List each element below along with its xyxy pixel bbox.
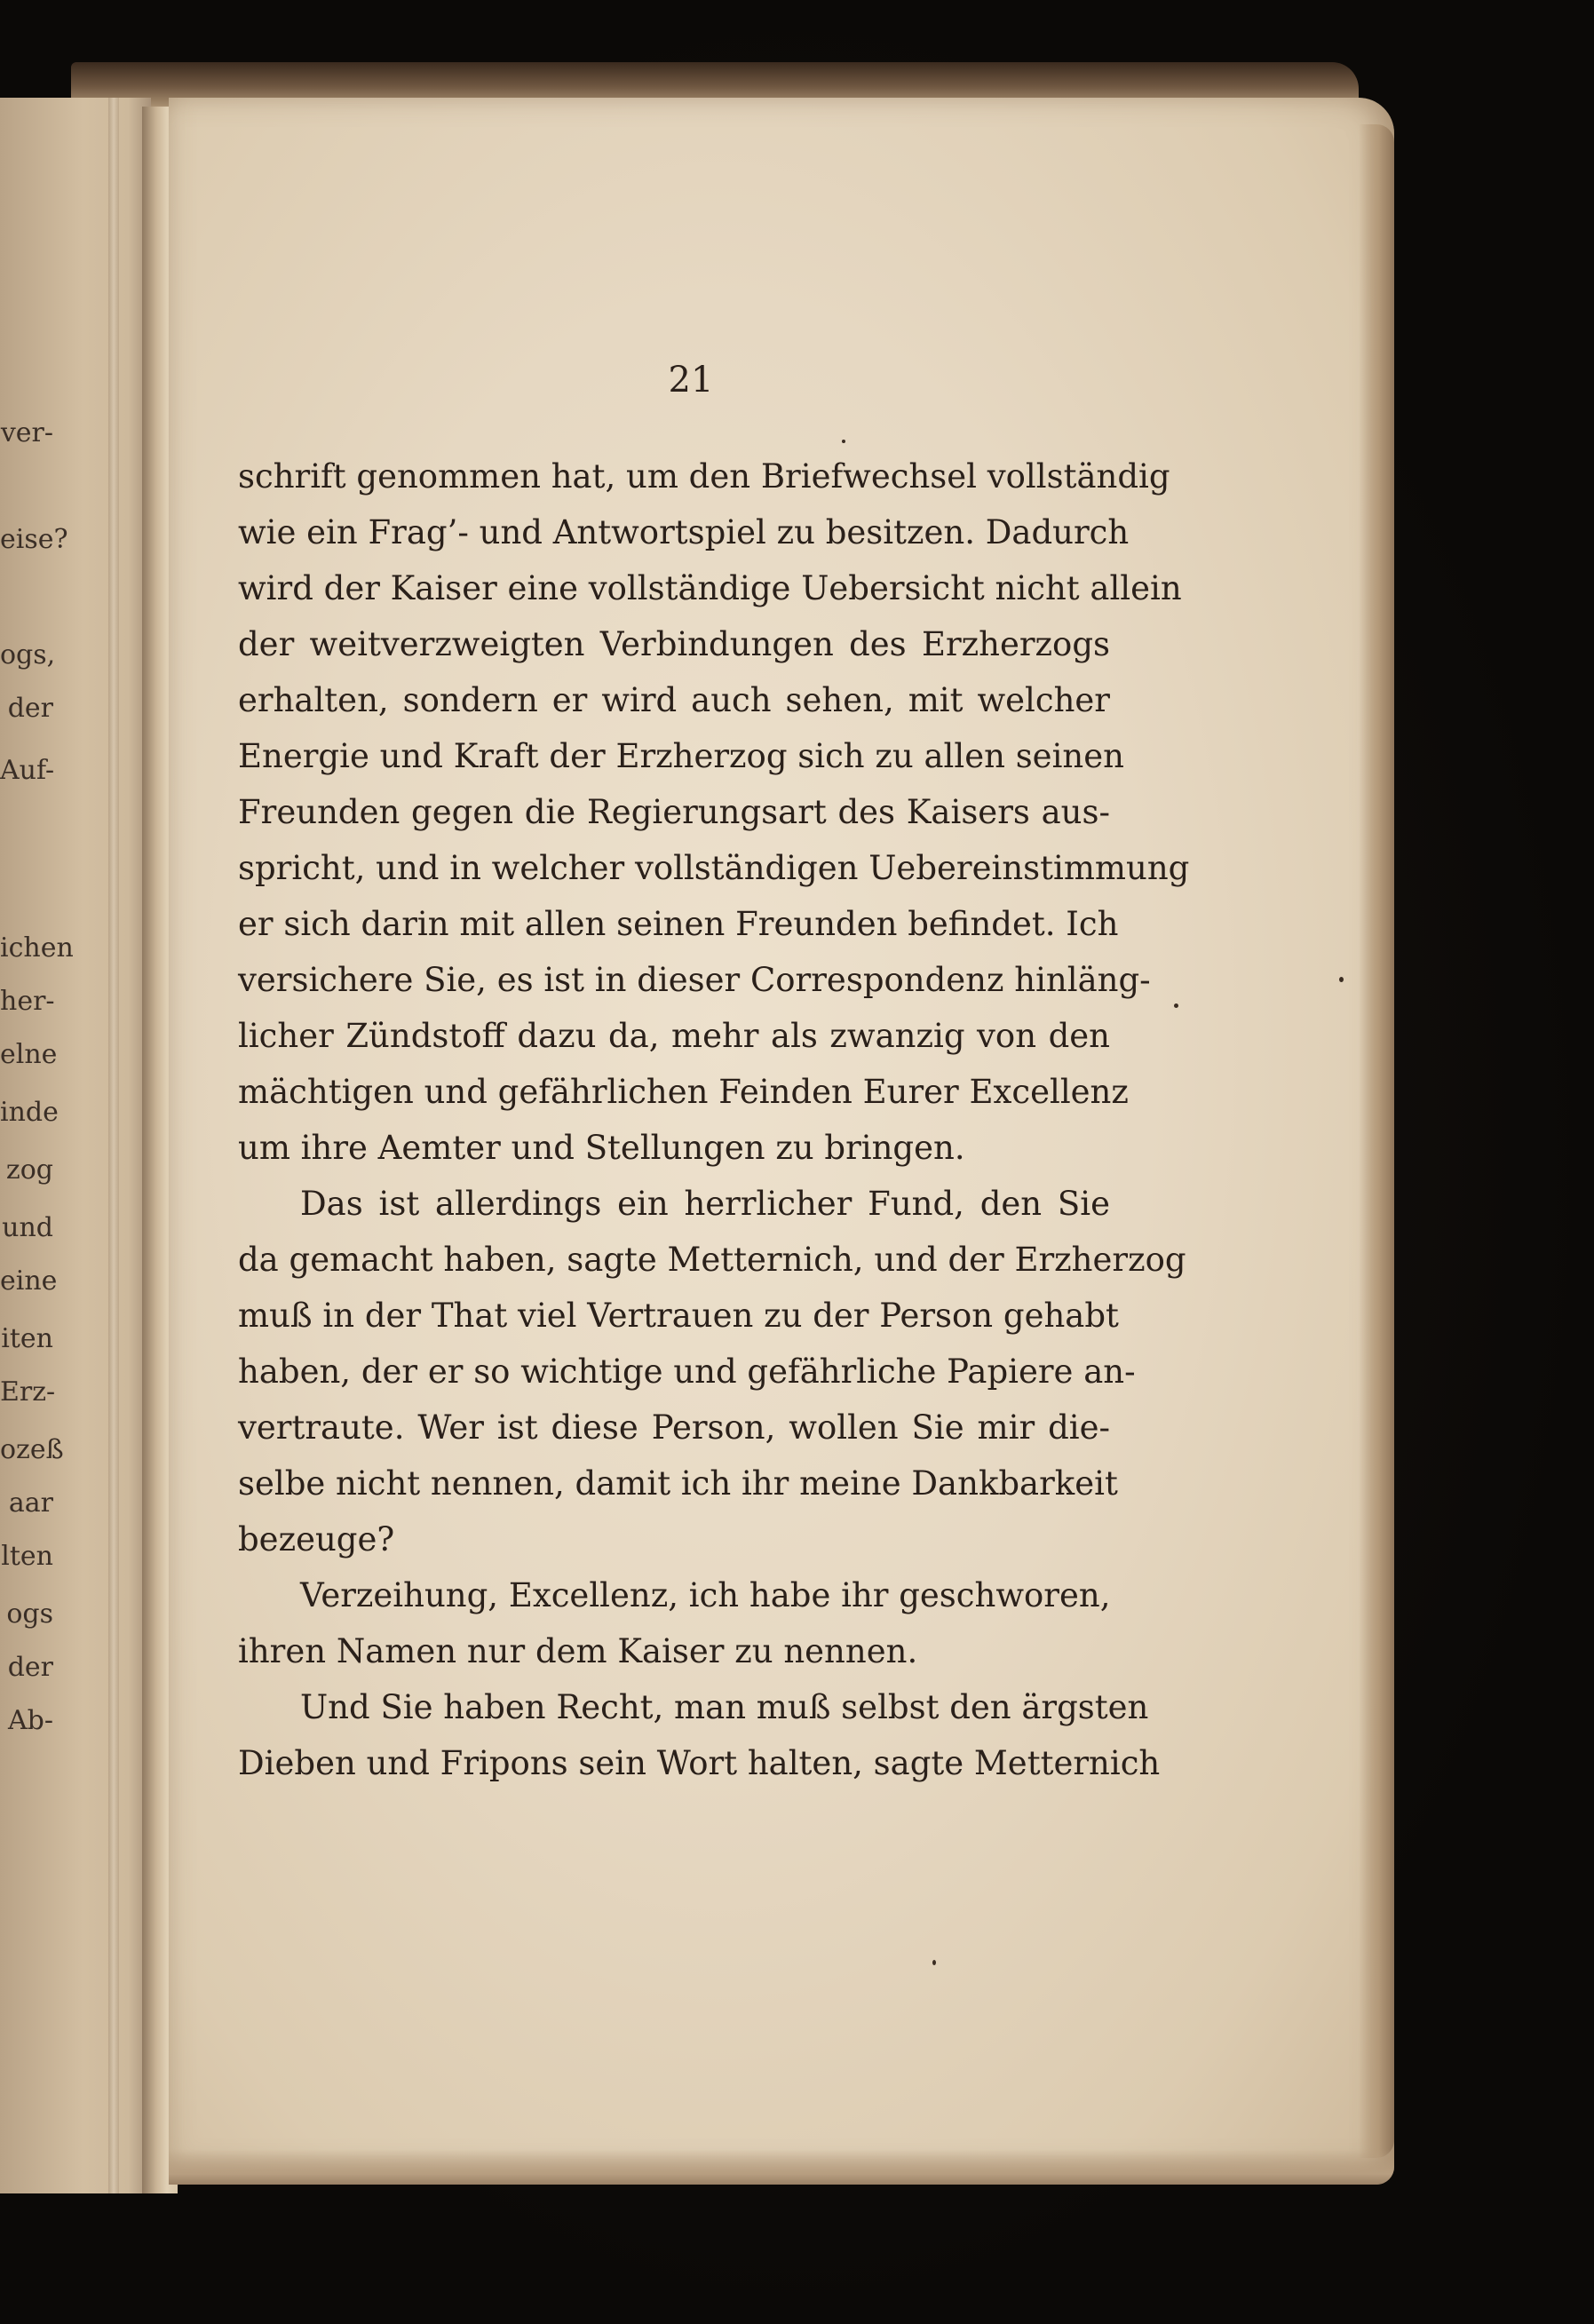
- left-page-fragment: ogs,: [0, 639, 56, 670]
- left-page-fragment: zog: [5, 1154, 53, 1186]
- text-line: Freunden gegen die Regierungsart des Kaisers aus-: [238, 793, 1110, 831]
- left-page: [0, 98, 151, 2193]
- text-line: Verzeihung, Excellenz, ich habe ihr geschworen,: [300, 1576, 1111, 1614]
- text-line: da gemacht haben, sagte Metternich, und der Erzherzog: [238, 1241, 1186, 1279]
- left-page-fragment: Auf-: [0, 755, 55, 786]
- left-page-margin: [108, 98, 119, 2193]
- left-page-fragment: ozeß: [0, 1434, 64, 1465]
- body-text: [238, 448, 1190, 1791]
- text-line: wie ein Frag’- und Antwortspiel zu besitzen. Dadurch: [238, 513, 1130, 551]
- text-line: Das ist allerdings ein herrlicher Fund, den Sie: [300, 1185, 1110, 1223]
- text-line: wird der Kaiser eine vollständige Uebersicht nicht allein: [238, 569, 1182, 607]
- left-page-fragment: inde: [0, 1097, 59, 1128]
- text-line: spricht, und in welcher vollständigen Uebereinstimmung: [238, 849, 1190, 887]
- left-page-fragment: der: [7, 693, 53, 724]
- text-line: der weitverzweigten Verbindungen des Erzherzogs: [238, 625, 1110, 663]
- text-line: um ihre Aemter und Stellungen zu bringen.: [238, 1129, 965, 1167]
- left-page-fragment: ogs: [6, 1598, 53, 1630]
- text-line: Und Sie haben Recht, man muß selbst den ärgsten: [300, 1688, 1149, 1726]
- text-line: versichere Sie, es ist in dieser Correspondenz hinläng-: [238, 961, 1151, 999]
- page-right-edge: [1359, 124, 1394, 2158]
- text-line: vertraute. Wer ist diese Person, wollen Sie mir die-: [238, 1408, 1110, 1447]
- page-bottom-edge: [169, 2149, 1394, 2185]
- text-line: ihren Namen nur dem Kaiser zu nennen.: [238, 1632, 918, 1670]
- left-page-fragment: Ab-: [7, 1705, 53, 1736]
- left-page-fragment: ichen: [0, 932, 74, 964]
- text-line: Energie und Kraft der Erzherzog sich zu allen seinen: [238, 737, 1124, 775]
- text-line: er sich darin mit allen seinen Freunden befindet. Ich: [238, 905, 1119, 943]
- paper-speck: [932, 1960, 936, 1965]
- left-page-fragment: der: [7, 1652, 53, 1683]
- text-line: mächtigen und gefährlichen Feinden Eurer Excellenz: [238, 1073, 1129, 1111]
- left-page-fragment: iten: [1, 1323, 53, 1354]
- left-page-fragment: eise?: [0, 524, 68, 555]
- text-line: erhalten, sondern er wird auch sehen, mit welcher: [238, 681, 1110, 719]
- page-number: 21: [668, 360, 714, 401]
- paper-speck: [1174, 1003, 1178, 1008]
- left-page-fragment: her-: [0, 986, 55, 1017]
- text-line: muß in der That viel Vertrauen zu der Person gehabt: [238, 1297, 1119, 1335]
- text-line: haben, der er so wichtige und gefährliche Papiere an-: [238, 1352, 1136, 1391]
- left-page-fragment: aar: [8, 1487, 53, 1519]
- paper-speck: [842, 440, 845, 443]
- left-page-fragment: lten: [1, 1541, 53, 1572]
- left-page-fragment: elne: [0, 1039, 58, 1070]
- paper-speck: [1339, 977, 1344, 982]
- left-page-fragment: ver-: [0, 417, 53, 448]
- left-page-fragment: eine: [0, 1265, 58, 1297]
- text-line: schrift genommen hat, um den Briefwechsel vollständig: [238, 457, 1170, 496]
- left-page-fragment: Erz-: [0, 1376, 56, 1408]
- text-line: bezeuge?: [238, 1520, 395, 1559]
- left-page-fragment: und: [2, 1212, 53, 1243]
- text-line: Dieben und Fripons sein Wort halten, sagte Metternich: [238, 1744, 1161, 1782]
- text-line: selbe nicht nennen, damit ich ihr meine Dankbarkeit: [238, 1464, 1118, 1503]
- text-line: licher Zündstoff dazu da, mehr als zwanzig von den: [238, 1017, 1110, 1055]
